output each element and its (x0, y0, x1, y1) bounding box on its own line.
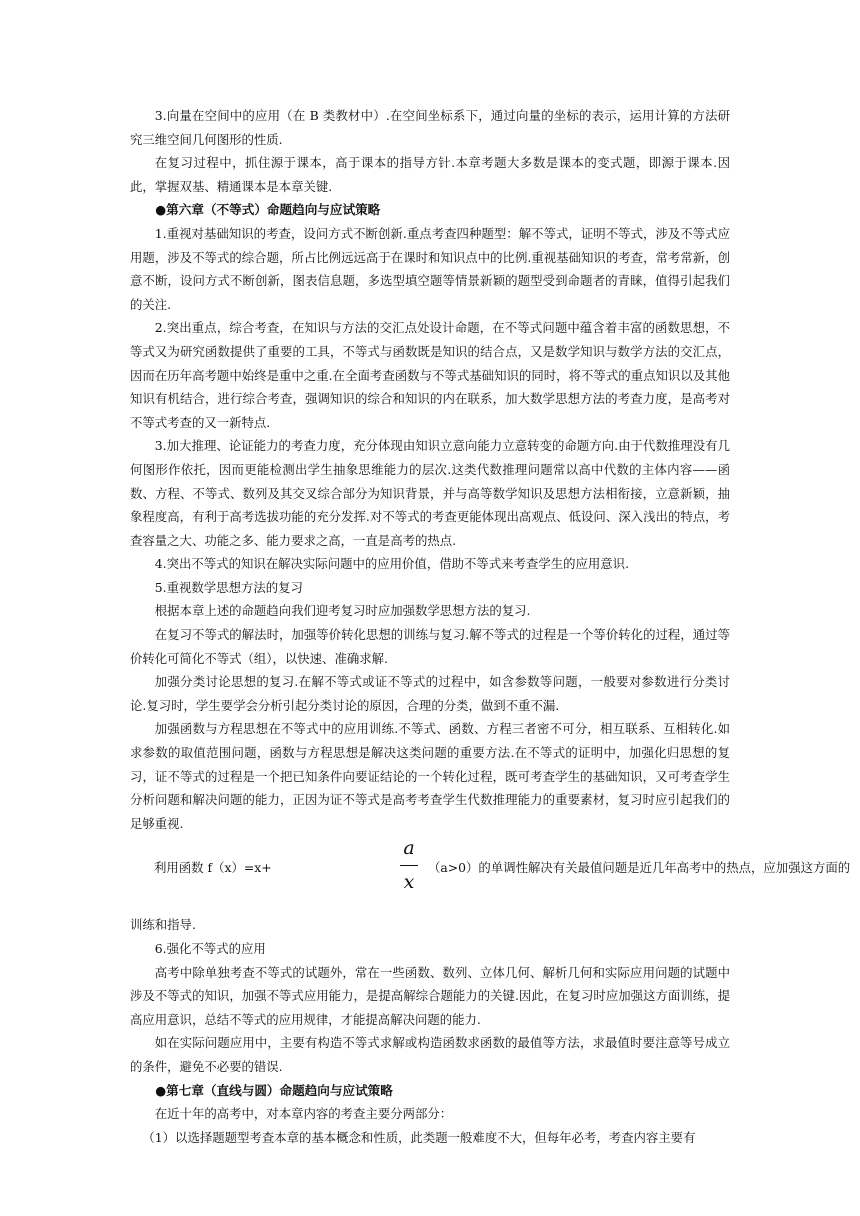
paragraph: 根据本章上述的命题趋向我们迎考复习时应加强数学思想方法的复习. (154, 603, 531, 619)
paragraph: 1.重视对基础知识的考查，设问方式不断创新.重点考查四种题型：解不等式，证明不等式，涉及不等式应用题，涉及不等式的综合题，所占比例远远高于在课时和知识点中的比例.重视基础知识的考查，常考常新，创意不断，设问方式不断创新，图表信息题，多选型填空题等情景新颖的题型受到命题者的青睐，值得引起我们的关注. (130, 225, 730, 312)
fraction-a-over-x (400, 835, 418, 895)
paragraph: 如在实际问题应用中，主要有构造不等式求解或构造函数求函数的最值等方法，求最值时要注意等号成立的条件，避免不必要的错误. (130, 1035, 730, 1074)
paragraph: 在复习不等式的解法时，加强等价转化思想的训练与复习.解不等式的过程是一个等价转化的过程，通过等价转化可简化不等式（组），以快速、准确求解. (130, 627, 730, 666)
formula-prefix: 利用函数 f（x）=x+ (154, 860, 272, 876)
paragraph: 加强分类讨论思想的复习.在解不等式或证不等式的过程中，如含参数等问题，一般要对参数进行分类讨论.复习时，学生要学会分析引起分类讨论的原因，合理的分类，做到不重不漏. (130, 674, 730, 713)
paragraph: 2.突出重点，综合考查，在知识与方法的交汇点处设计命题，在不等式问题中蕴含着丰富的函数思想，不等式又为研究函数提供了重要的工具，不等式与函数既是知识的结合点，又是数学知识与数学方法的交汇点，因而在历年高考题中始终是重中之重.在全面考查函数与不等式基础知识的同时，将不等式的重点知识以及其他知识有机结合，进行综合考查，强调知识的综合和知识的内在联系，加大数学思想方法的考查力度，是高考对不等式考查的又一新特点. (130, 320, 730, 430)
formula-suffix: （a>0）的单调性解决有关最值问题是近几年高考中的热点，应加强这方面的 (428, 860, 851, 876)
fraction-bar (400, 865, 418, 866)
paragraph: 4.突出不等式的知识在解决实际问题中的应用价值，借助不等式来考查学生的应用意识. (154, 556, 630, 572)
document-page (130, 104, 851, 1149)
paragraph: 3.向量在空间中的应用（在 B 类教材中）.在空间坐标系下，通过向量的坐标的表示，运用计算的方法研究三维空间几何图形的性质. (130, 108, 730, 147)
paragraph: 高考中除单独考查不等式的试题外，常在一些函数、数列、立体几何、解析几何和实际应用问题的试题中涉及不等式的知识，加强不等式应用能力，是提高解综合题能力的关键.因此，在复习时应加强这方面训练，提高应用意识，总结不等式的应用规律，才能提高解决问题的能力. (130, 964, 730, 1027)
fraction-denominator: x (403, 871, 415, 894)
fraction-numerator: a (403, 837, 415, 860)
section-heading: ●第六章（不等式）命题趋向与应试策略 (155, 202, 381, 218)
paragraph: 5.重视数学思想方法的复习 (154, 579, 303, 595)
paragraph: 3.加大推理、论证能力的考查力度，充分体现由知识立意向能力立意转变的命题方向.由于代数推理没有几何图形作依托，因而更能检测出学生抽象思维能力的层次.这类代数推理问题常以高中代数的主体内容——函数、方程、不等式、数列及其交叉综合部分为知识背景，并与高等数学知识及思想方法相衔接，立意新颖，抽象程度高，有利于高考选拔功能的充分发挥.对不等式的考查更能体现出高观点、低设问、深入浅出的特点，考查容量之大、功能之多、能力要求之高，一直是高考的热点. (130, 438, 730, 548)
paragraph: 在近十年的高考中，对本章内容的考查主要分两部分： (154, 1106, 453, 1122)
paragraph: 6.强化不等式的应用 (154, 941, 266, 956)
paragraph: 训练和指导. (130, 917, 196, 933)
formula-line (130, 835, 851, 913)
paragraph: 加强函数与方程思想在不等式中的应用训练.不等式、函数、方程三者密不可分，相互联系、互相转化.如求参数的取值范围问题，函数与方程思想是解决这类问题的重要方法.在不等式的证明中，加强化归思想的复习，证不等式的过程是一个把已知条件向要证结论的一个转化过程，既可考查学生的基础知识，又可考查学生分析问题和解决问题的能力，正因为证不等式是高考考查学生代数推理能力的重要素材，复习时应引起我们的足够重视. (130, 721, 730, 831)
paragraph: 在复习过程中，抓住源于课本，高于课本的指导方针.本章考题大多数是课本的变式题，即源于课本.因此，掌握双基、精通课本是本章关键. (130, 155, 730, 194)
section-heading: ●第七章（直线与圆）命题趋向与应试策略 (155, 1082, 393, 1098)
paragraph: （1）以选择题题型考查本章的基本概念和性质，此类题一般难度不大，但每年必考，考查内容主要有 (142, 1129, 696, 1145)
